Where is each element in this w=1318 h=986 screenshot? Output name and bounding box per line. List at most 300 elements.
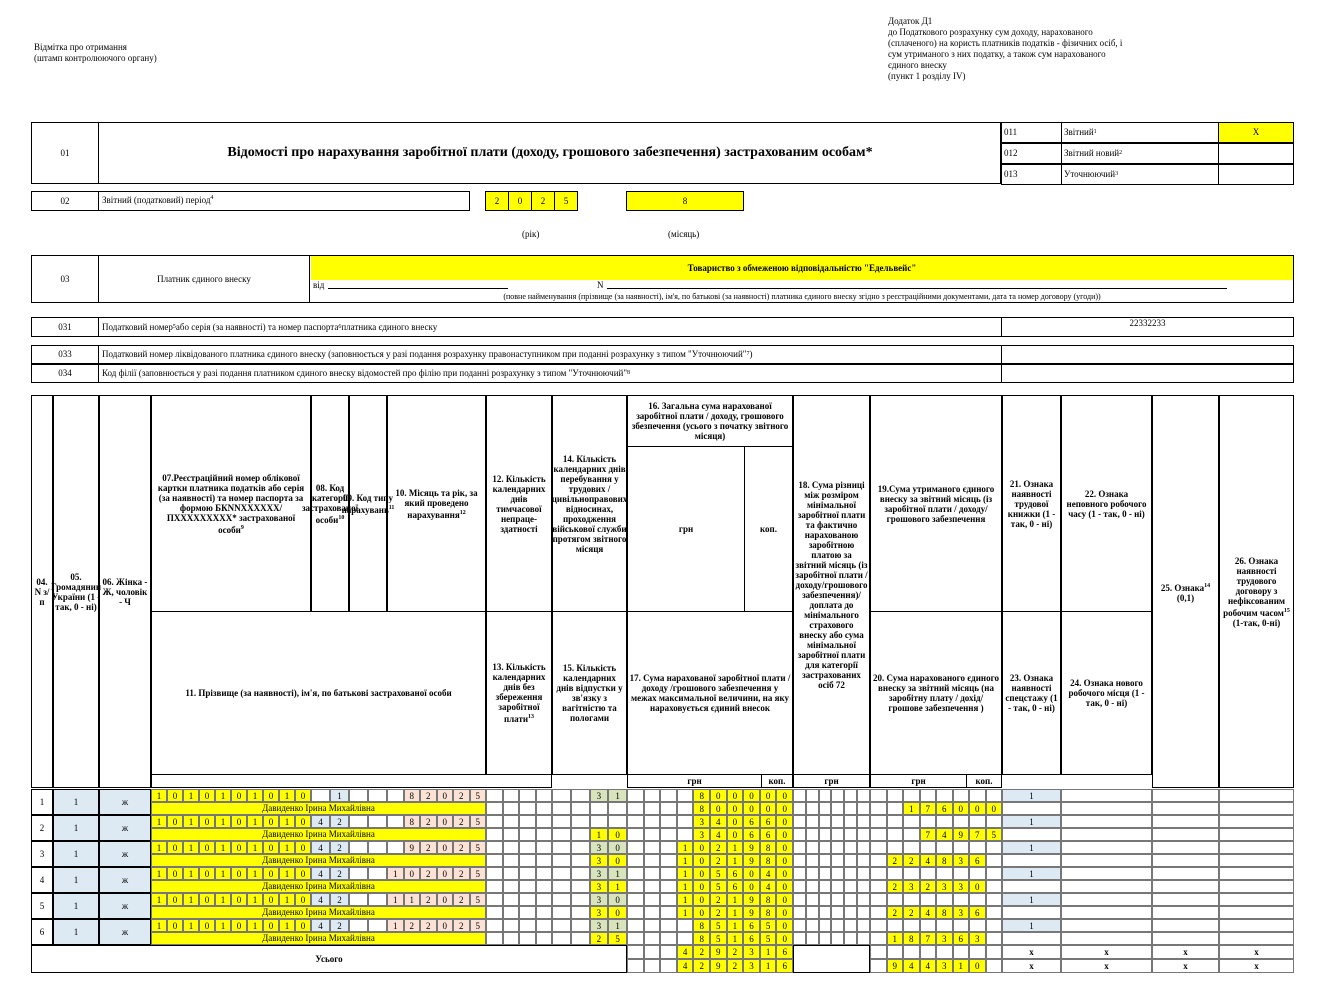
digit-cell[interactable] — [870, 959, 887, 973]
c18-digit[interactable] — [793, 828, 806, 841]
flag-cell[interactable] — [1219, 919, 1294, 932]
period-digit[interactable] — [387, 789, 404, 802]
days15-digit[interactable] — [590, 802, 609, 815]
labor-book-flag[interactable]: 1 — [1002, 841, 1061, 854]
id-digit[interactable]: 1 — [151, 815, 167, 828]
type-code-cell[interactable] — [349, 815, 368, 828]
digit-cell[interactable]: 0 — [727, 828, 744, 841]
category-digit[interactable]: 4 — [311, 841, 330, 854]
days15-digit[interactable] — [552, 802, 571, 815]
days15-digit[interactable] — [552, 880, 571, 893]
flag-cell[interactable] — [1219, 828, 1294, 841]
special-exp-flag[interactable] — [1002, 932, 1061, 945]
digit-cell[interactable]: 0 — [710, 802, 727, 815]
digit-cell[interactable] — [870, 932, 887, 945]
labor-book-flag[interactable]: 1 — [1002, 867, 1061, 880]
id-digit[interactable]: 1 — [151, 867, 167, 880]
digit-cell[interactable]: 0 — [743, 867, 760, 880]
period-digit[interactable]: 2 — [420, 893, 437, 906]
days-digit[interactable] — [519, 880, 536, 893]
days-digit[interactable] — [503, 867, 520, 880]
c18-digit[interactable] — [806, 906, 819, 919]
days15-digit[interactable] — [552, 932, 571, 945]
person-name[interactable]: Давиденко Ірина Михайлівна — [151, 906, 486, 919]
days15-digit[interactable]: 0 — [608, 854, 627, 867]
period-digit[interactable]: 9 — [404, 841, 421, 854]
id-digit[interactable]: 0 — [231, 867, 247, 880]
c19-digit[interactable] — [936, 815, 953, 828]
days14-digit[interactable]: 3 — [590, 789, 609, 802]
digit-cell[interactable]: 6 — [936, 802, 953, 815]
id-digit[interactable]: 0 — [167, 919, 183, 932]
days-digit[interactable] — [519, 893, 536, 906]
flag-cell[interactable] — [1061, 815, 1152, 828]
digit-cell[interactable]: 3 — [903, 880, 920, 893]
days15-digit[interactable] — [571, 828, 590, 841]
category-digit[interactable]: 4 — [311, 815, 330, 828]
category-digit[interactable]: 2 — [330, 919, 349, 932]
c18-digit[interactable] — [831, 893, 844, 906]
digit-cell[interactable]: 9 — [887, 959, 904, 973]
flag-cell[interactable] — [1219, 867, 1294, 880]
c19-digit[interactable] — [953, 841, 970, 854]
c18-digit[interactable] — [793, 789, 806, 802]
id-digit[interactable]: 0 — [199, 815, 215, 828]
c18-digit[interactable] — [857, 841, 870, 854]
labor-book-flag[interactable]: 1 — [1002, 919, 1061, 932]
digit-cell[interactable]: 4 — [920, 906, 937, 919]
digit-cell[interactable] — [660, 906, 677, 919]
c18-digit[interactable] — [844, 815, 857, 828]
digit-cell[interactable]: 9 — [710, 945, 727, 959]
digit-cell[interactable]: 0 — [693, 893, 710, 906]
period-digit[interactable]: 1 — [404, 893, 421, 906]
days-digit[interactable] — [519, 932, 536, 945]
id-digit[interactable]: 1 — [279, 815, 295, 828]
days14-digit[interactable]: 1 — [608, 789, 627, 802]
days-digit[interactable] — [536, 854, 553, 867]
digit-cell[interactable]: 4 — [710, 828, 727, 841]
digit-cell[interactable]: 0 — [776, 880, 793, 893]
month-field[interactable]: 8 — [626, 191, 744, 211]
digit-cell[interactable]: 0 — [986, 802, 1003, 815]
id-digit[interactable]: 1 — [183, 893, 199, 906]
digit-cell[interactable] — [644, 815, 661, 828]
days14-digit[interactable] — [552, 919, 571, 932]
type-mark-2[interactable] — [1218, 164, 1294, 185]
flag-cell[interactable] — [1219, 893, 1294, 906]
digit-cell[interactable] — [887, 828, 904, 841]
c18-digit[interactable] — [806, 893, 819, 906]
c18-digit[interactable] — [806, 815, 819, 828]
digit-cell[interactable] — [986, 854, 1003, 867]
c18-digit[interactable] — [793, 906, 806, 919]
days-digit[interactable] — [486, 919, 503, 932]
digit-cell[interactable] — [627, 919, 644, 932]
period-digit[interactable]: 1 — [387, 919, 404, 932]
c18-digit[interactable] — [831, 919, 844, 932]
c18-digit[interactable] — [793, 919, 806, 932]
days14-digit[interactable] — [552, 815, 571, 828]
person-name[interactable]: Давиденко Ірина Михайлівна — [151, 802, 486, 815]
c18-digit[interactable] — [857, 815, 870, 828]
digit-cell[interactable]: 0 — [727, 789, 744, 802]
period-digit[interactable]: 8 — [404, 815, 421, 828]
digit-cell[interactable]: 8 — [936, 854, 953, 867]
days15-digit[interactable]: 2 — [590, 932, 609, 945]
days-digit[interactable] — [503, 932, 520, 945]
labor-book-flag[interactable]: 1 — [1002, 815, 1061, 828]
year-digit[interactable]: 0 — [508, 191, 532, 211]
id-digit[interactable]: 1 — [215, 919, 231, 932]
digit-cell[interactable] — [677, 802, 694, 815]
type-mark-1[interactable] — [1218, 143, 1294, 164]
c19-digit[interactable] — [969, 789, 986, 802]
digit-cell[interactable]: 2 — [727, 959, 744, 973]
type-mark-0[interactable]: X — [1218, 122, 1294, 143]
digit-cell[interactable]: 4 — [760, 880, 777, 893]
c18-digit[interactable] — [819, 880, 832, 893]
digit-cell[interactable] — [627, 789, 644, 802]
c18-digit[interactable] — [819, 893, 832, 906]
gender[interactable]: ж — [99, 919, 151, 945]
c19-digit[interactable] — [969, 867, 986, 880]
c18-digit[interactable] — [806, 919, 819, 932]
digit-cell[interactable]: 4 — [920, 959, 937, 973]
digit-cell[interactable]: 1 — [887, 932, 904, 945]
digit-cell[interactable] — [660, 815, 677, 828]
c18-digit[interactable] — [857, 880, 870, 893]
period-digit[interactable]: 2 — [420, 841, 437, 854]
digit-cell[interactable]: 9 — [710, 959, 727, 973]
period-digit[interactable]: 0 — [437, 919, 454, 932]
days-digit[interactable] — [503, 854, 520, 867]
id-digit[interactable]: 1 — [151, 893, 167, 906]
c19-digit[interactable] — [903, 919, 920, 932]
flag-cell[interactable] — [1152, 828, 1219, 841]
digit-cell[interactable] — [870, 828, 887, 841]
type-code-cell[interactable] — [368, 815, 387, 828]
c18-digit[interactable] — [844, 828, 857, 841]
digit-cell[interactable]: 3 — [693, 828, 710, 841]
period-digit[interactable]: 2 — [404, 919, 421, 932]
person-name[interactable]: Давиденко Ірина Михайлівна — [151, 932, 486, 945]
c18-digit[interactable] — [844, 802, 857, 815]
c18-digit[interactable] — [844, 789, 857, 802]
id-digit[interactable]: 0 — [199, 867, 215, 880]
c19-digit[interactable] — [903, 841, 920, 854]
gender[interactable]: ж — [99, 867, 151, 893]
person-name[interactable]: Давиденко Ірина Михайлівна — [151, 854, 486, 867]
period-digit[interactable]: 5 — [470, 893, 487, 906]
period-digit[interactable]: 0 — [437, 789, 454, 802]
period-digit[interactable]: 0 — [437, 867, 454, 880]
flag-cell[interactable] — [1152, 893, 1219, 906]
c18-digit[interactable] — [844, 906, 857, 919]
c18-digit[interactable] — [793, 867, 806, 880]
period-digit[interactable]: 1 — [387, 893, 404, 906]
days15-digit[interactable]: 3 — [590, 906, 609, 919]
days15-digit[interactable] — [552, 828, 571, 841]
digit-cell[interactable]: 2 — [903, 854, 920, 867]
digit-cell[interactable]: 1 — [677, 841, 694, 854]
period-digit[interactable]: 5 — [470, 789, 487, 802]
c18-digit[interactable] — [819, 854, 832, 867]
year-digit[interactable]: 2 — [531, 191, 555, 211]
c19-digit[interactable] — [969, 841, 986, 854]
special-exp-flag[interactable] — [1002, 828, 1061, 841]
digit-cell[interactable]: 0 — [693, 880, 710, 893]
digit-cell[interactable]: 0 — [727, 802, 744, 815]
c18-digit[interactable] — [831, 854, 844, 867]
id-digit[interactable]: 1 — [279, 789, 295, 802]
c19-digit[interactable] — [986, 841, 1003, 854]
days15-digit[interactable]: 1 — [608, 880, 627, 893]
digit-cell[interactable] — [627, 945, 644, 959]
flag-cell[interactable] — [1061, 828, 1152, 841]
id-digit[interactable]: 0 — [231, 893, 247, 906]
category-digit[interactable]: 4 — [311, 919, 330, 932]
category-digit[interactable]: 1 — [330, 789, 349, 802]
c18-digit[interactable] — [831, 841, 844, 854]
digit-cell[interactable]: 0 — [743, 880, 760, 893]
c18-digit[interactable] — [806, 789, 819, 802]
period-digit[interactable]: 2 — [420, 815, 437, 828]
digit-cell[interactable]: 2 — [887, 880, 904, 893]
year-digit[interactable]: 5 — [554, 191, 578, 211]
gender[interactable]: ж — [99, 841, 151, 867]
c18-digit[interactable] — [806, 828, 819, 841]
digit-cell[interactable] — [677, 932, 694, 945]
id-digit[interactable]: 1 — [215, 815, 231, 828]
days14-digit[interactable] — [552, 789, 571, 802]
c18-digit[interactable] — [844, 932, 857, 945]
id-digit[interactable]: 1 — [279, 893, 295, 906]
digit-cell[interactable]: 8 — [760, 893, 777, 906]
digit-cell[interactable]: 2 — [710, 841, 727, 854]
c19-digit[interactable] — [903, 867, 920, 880]
category-digit[interactable]: 4 — [311, 867, 330, 880]
digit-cell[interactable] — [903, 828, 920, 841]
days-digit[interactable] — [486, 906, 503, 919]
digit-cell[interactable]: 9 — [743, 893, 760, 906]
c19-digit[interactable] — [870, 815, 887, 828]
c19-digit[interactable] — [986, 867, 1003, 880]
flag-cell[interactable] — [1061, 854, 1152, 867]
digit-cell[interactable]: 1 — [903, 802, 920, 815]
flag-cell[interactable] — [1152, 854, 1219, 867]
c18-digit[interactable] — [819, 789, 832, 802]
digit-cell[interactable]: 1 — [677, 854, 694, 867]
id-digit[interactable]: 0 — [199, 919, 215, 932]
digit-cell[interactable] — [660, 841, 677, 854]
id-digit[interactable]: 1 — [183, 789, 199, 802]
digit-cell[interactable] — [644, 893, 661, 906]
type-code-cell[interactable] — [368, 867, 387, 880]
digit-cell[interactable]: 8 — [760, 841, 777, 854]
period-digit[interactable] — [387, 841, 404, 854]
period-digit[interactable]: 2 — [453, 789, 470, 802]
id-digit[interactable]: 0 — [167, 893, 183, 906]
c18-digit[interactable] — [844, 893, 857, 906]
digit-cell[interactable] — [627, 867, 644, 880]
days-digit[interactable] — [503, 789, 520, 802]
days-digit[interactable] — [519, 906, 536, 919]
c19-digit[interactable] — [953, 789, 970, 802]
digit-cell[interactable] — [627, 828, 644, 841]
digit-cell[interactable]: 0 — [969, 802, 986, 815]
c18-digit[interactable] — [806, 841, 819, 854]
days14-digit[interactable] — [590, 815, 609, 828]
c18-digit[interactable] — [844, 919, 857, 932]
c19-digit[interactable] — [920, 867, 937, 880]
c19-digit[interactable] — [986, 919, 1003, 932]
id-digit[interactable]: 1 — [247, 841, 263, 854]
digit-cell[interactable] — [627, 802, 644, 815]
c18-digit[interactable] — [819, 932, 832, 945]
c18-digit[interactable] — [793, 880, 806, 893]
period-digit[interactable]: 0 — [437, 893, 454, 906]
c19-digit[interactable] — [887, 893, 904, 906]
digit-cell[interactable] — [644, 959, 661, 973]
c18-digit[interactable] — [806, 802, 819, 815]
flag-cell[interactable] — [1152, 919, 1219, 932]
person-name[interactable]: Давиденко Ірина Михайлівна — [151, 828, 486, 841]
days-digit[interactable] — [486, 802, 503, 815]
days-digit[interactable] — [519, 789, 536, 802]
id-digit[interactable]: 0 — [231, 919, 247, 932]
c19-digit[interactable] — [903, 789, 920, 802]
digit-cell[interactable]: 8 — [936, 906, 953, 919]
c18-digit[interactable] — [831, 867, 844, 880]
digit-cell[interactable]: 1 — [677, 906, 694, 919]
digit-cell[interactable]: 4 — [710, 815, 727, 828]
flag-cell[interactable] — [1152, 932, 1219, 945]
days-digit[interactable] — [536, 828, 553, 841]
id-digit[interactable]: 1 — [247, 893, 263, 906]
flag-cell[interactable] — [1219, 841, 1294, 854]
type-code-cell[interactable] — [349, 789, 368, 802]
days-digit[interactable] — [536, 893, 553, 906]
id-digit[interactable]: 0 — [295, 789, 311, 802]
c19-digit[interactable] — [936, 841, 953, 854]
digit-cell[interactable] — [644, 789, 661, 802]
c19-digit[interactable] — [920, 841, 937, 854]
digit-cell[interactable]: 9 — [743, 906, 760, 919]
type-code-cell[interactable] — [368, 789, 387, 802]
digit-cell[interactable]: 0 — [776, 854, 793, 867]
digit-cell[interactable]: 4 — [936, 828, 953, 841]
c19-digit[interactable] — [969, 919, 986, 932]
special-exp-flag[interactable] — [1002, 880, 1061, 893]
digit-cell[interactable]: 5 — [710, 867, 727, 880]
digit-cell[interactable]: 8 — [693, 919, 710, 932]
c18-digit[interactable] — [844, 880, 857, 893]
period-digit[interactable]: 2 — [420, 867, 437, 880]
digit-cell[interactable]: 8 — [693, 802, 710, 815]
flag-cell[interactable] — [1219, 802, 1294, 815]
id-digit[interactable]: 0 — [295, 867, 311, 880]
special-exp-flag[interactable] — [1002, 802, 1061, 815]
digit-cell[interactable]: 6 — [760, 828, 777, 841]
digit-cell[interactable] — [660, 932, 677, 945]
c19-digit[interactable] — [936, 789, 953, 802]
digit-cell[interactable]: 0 — [760, 802, 777, 815]
payer-name[interactable]: Товариство з обмеженою відповідальністю "Едельвейс" — [311, 256, 1293, 280]
days14-digit[interactable] — [552, 893, 571, 906]
days-digit[interactable] — [536, 906, 553, 919]
digit-cell[interactable]: 2 — [903, 906, 920, 919]
days-digit[interactable] — [503, 841, 520, 854]
digit-cell[interactable] — [644, 854, 661, 867]
c19-digit[interactable] — [953, 867, 970, 880]
id-digit[interactable]: 1 — [183, 867, 199, 880]
days-digit[interactable] — [536, 867, 553, 880]
digit-cell[interactable] — [644, 802, 661, 815]
days-digit[interactable] — [486, 815, 503, 828]
digit-cell[interactable]: 1 — [760, 945, 777, 959]
period-digit[interactable]: 8 — [404, 789, 421, 802]
c19-digit[interactable] — [870, 893, 887, 906]
digit-cell[interactable] — [627, 841, 644, 854]
digit-cell[interactable]: 6 — [776, 945, 793, 959]
id-digit[interactable]: 0 — [263, 789, 279, 802]
days14-digit[interactable]: 0 — [608, 841, 627, 854]
digit-cell[interactable]: 0 — [776, 932, 793, 945]
type-code-cell[interactable] — [368, 841, 387, 854]
id-digit[interactable]: 1 — [215, 893, 231, 906]
digit-cell[interactable]: 0 — [693, 906, 710, 919]
digit-cell[interactable] — [627, 880, 644, 893]
id-digit[interactable]: 1 — [279, 841, 295, 854]
id-digit[interactable]: 1 — [279, 919, 295, 932]
c19-digit[interactable] — [969, 815, 986, 828]
citizen-flag[interactable]: 1 — [53, 867, 99, 893]
digit-cell[interactable] — [644, 919, 661, 932]
days-digit[interactable] — [536, 919, 553, 932]
digit-cell[interactable]: 0 — [776, 906, 793, 919]
gender[interactable]: ж — [99, 893, 151, 919]
id-digit[interactable]: 0 — [263, 893, 279, 906]
digit-cell[interactable]: 5 — [710, 919, 727, 932]
c18-digit[interactable] — [857, 893, 870, 906]
category-digit[interactable]: 2 — [330, 815, 349, 828]
digit-cell[interactable] — [627, 815, 644, 828]
digit-cell[interactable]: 2 — [710, 906, 727, 919]
digit-cell[interactable]: 3 — [936, 932, 953, 945]
digit-cell[interactable] — [677, 919, 694, 932]
digit-cell[interactable]: 3 — [953, 906, 970, 919]
days-digit[interactable] — [486, 893, 503, 906]
c19-digit[interactable] — [936, 893, 953, 906]
period-digit[interactable]: 5 — [470, 867, 487, 880]
period-digit[interactable]: 0 — [404, 867, 421, 880]
digit-cell[interactable]: 8 — [760, 854, 777, 867]
digit-cell[interactable] — [644, 880, 661, 893]
digit-cell[interactable]: 3 — [969, 932, 986, 945]
days-digit[interactable] — [503, 906, 520, 919]
digit-cell[interactable] — [644, 828, 661, 841]
type-code-cell[interactable] — [349, 919, 368, 932]
id-digit[interactable]: 0 — [231, 841, 247, 854]
flag-cell[interactable] — [1061, 906, 1152, 919]
days15-digit[interactable] — [571, 854, 590, 867]
period-digit[interactable]: 0 — [437, 815, 454, 828]
c18-digit[interactable] — [844, 854, 857, 867]
period-digit[interactable]: 2 — [453, 867, 470, 880]
id-digit[interactable]: 0 — [263, 867, 279, 880]
c18-digit[interactable] — [831, 802, 844, 815]
